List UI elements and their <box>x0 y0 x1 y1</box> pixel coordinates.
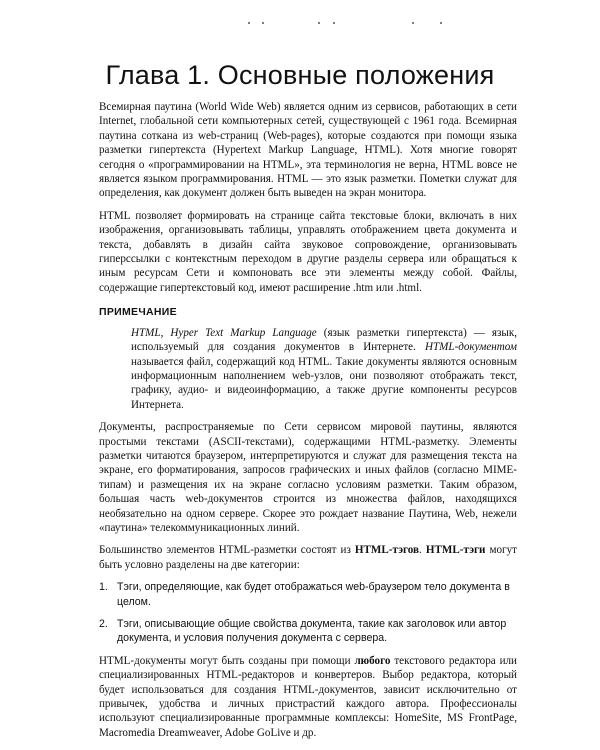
p5-bold: любого <box>354 654 391 667</box>
list-item-number: 2. <box>99 618 108 630</box>
note-heading: ПРИМЕЧАНИЕ <box>99 306 177 319</box>
paragraph-1: Всемирная паутина (World Wide Web) является одним из сервисов, работающих в сети Internet, глобальной сети компьютерных сетей, существующей с 1961 года. Всемирная паутина соткана из web-страниц (Web-pages), которые создаются при помощи языка разметки гипертекста (Hypertext Markup Language, HTML). Хотя многие говорят сегодня о «программировании на HTML», эта терминология не верна, HTML вовсе не является языком программирования. HTML — это язык разметки. Пометки служат для определения, как документ должен быть выведен на экран монитора. <box>99 101 517 200</box>
note-text-2: называется файл, содержащий код HTML. Такие документы являются основным информационным наполнением web-узлов, они позволяют отображать текст, графику, аудио- и видеоинформацию, а также другие компоненты ресурсов Интернета. <box>131 355 517 411</box>
p4-pre: Большинство элементов HTML-разметки состоят из <box>99 544 355 557</box>
note-term-html-document: HTML-документом <box>424 341 517 354</box>
list-item <box>99 617 517 646</box>
p4-bold-2: HTML-тэги <box>425 544 486 557</box>
list-item <box>99 580 517 609</box>
p4-bold-1: HTML-тэгов <box>354 544 420 557</box>
paragraph-4 <box>99 543 517 572</box>
list-item-text: Тэги, определяющие, как будет отображаться web-браузером тело документа в целом. <box>117 581 510 608</box>
tag-categories-list <box>99 580 517 646</box>
paragraph-5 <box>99 654 517 740</box>
note-text-1: (язык разметки гипертекста) — язык, используемый для создания документов в Интернете. <box>131 326 518 354</box>
scan-dots <box>0 22 600 30</box>
paragraph-2: HTML позволяет формировать на странице сайта текстовые блоки, включать в них изображения, организовывать таблицы, управлять отображением цвета документа и текста, добавлять в дизайн сайта звуковое сопровождение, организовывать гиперссылки с контекстным переходом в другие разделы сервера или обращаться к иным ресурсам Сети и компоновать все эти элементы между собой. Файлы, содержащие гипертекстовый код, имеют расширение .htm или .html. <box>99 209 517 294</box>
list-item-text: Тэги, описывающие общие свойства документа, такие как заголовок или автор документа, и условия получения документа с сервера. <box>117 618 507 645</box>
p5-post: текстового редактора или специализированных HTML-редакторов и конвертеров. Выбор редактора, который будет использоваться для создания HTML-документов, зависит исключительно от привычек, удобства и личных пристрастий каждого автора. Профессионалы используют специализированные программные комплексы: HomeSite, MS FrontPage, Macromedia Dreamweaver, Adobe GoLive и др. <box>99 654 517 739</box>
p4-mid: . <box>419 544 426 557</box>
chapter-title: Глава 1. Основные положения <box>105 60 495 90</box>
body-text <box>99 100 517 748</box>
p4-post: могут быть условно разделены на две категории: <box>99 544 517 571</box>
note-term-html: HTML, Hyper Text Markup Language <box>131 326 317 339</box>
p5-pre: HTML-документы могут быть созданы при помощи <box>99 654 355 667</box>
paragraph-3: Документы, распространяемые по Сети сервисом мировой паутины, являются простыми текстами (ASCII-текстами), содержащими HTML-разметку. Элементы разметки читаются браузером, интерпретируются и служат для размещения текста на экране, его форматирования, запросов графических и иных файлов (согласно MIME-типам) и размещения их на экране согласно условиям разметки. Таким образом, большая часть web-документов строится из множества файлов, находящихся необязательно на одном сервере. Скорее это рождает название Паутина, Web, нежели «паутина» телекоммуникационных линий. <box>99 421 517 534</box>
list-item-number: 1. <box>99 581 108 594</box>
note-body <box>131 326 517 412</box>
